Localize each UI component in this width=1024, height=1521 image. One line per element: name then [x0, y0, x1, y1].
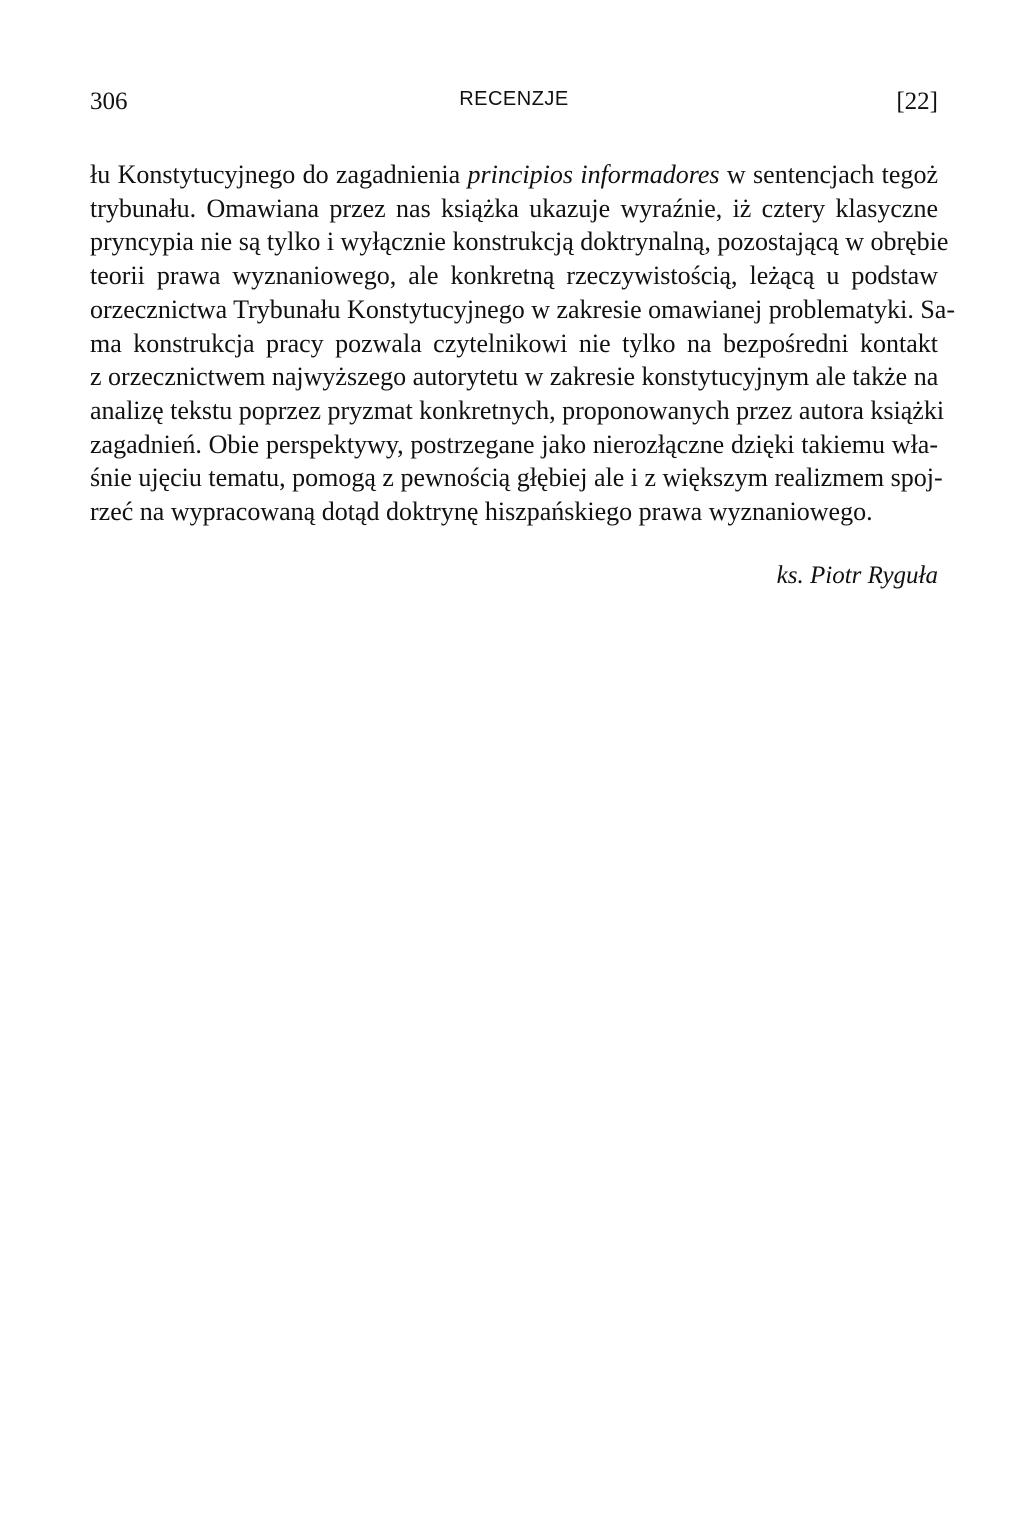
text-line: śnie ujęciu tematu, pomogą z pewnością głębiej ale i z większym realizmem spoj- — [90, 463, 943, 493]
text-line: analizę tekstu poprzez pryzmat konkretnych, proponowanych przez autora książki — [90, 395, 945, 425]
text-line: orzecznictwa Trybunału Konstytucyjnego w zakresie omawianej problematyki. Sa- — [90, 294, 955, 324]
text-line: z orzecznictwem najwyższego autorytetu w zakresie konstytucyjnym ale także na — [90, 362, 939, 392]
text-line: zagadnień. Obie perspektywy, postrzegane jako nierozłączne dzięki takiemu wła- — [90, 429, 938, 459]
text-line: pryncypia nie są tylko i wyłącznie konstrukcją doktrynalną, pozostającą w obrębie — [90, 227, 949, 257]
text-line: teorii prawa wyznaniowego, ale konkretną rzeczywistością, leżącą u podstaw — [90, 261, 938, 291]
author-signature: ks. Piotr Ryguła — [776, 561, 938, 589]
text-line: trybunału. Omawiana przez nas książka ukazuje wyraźnie, iż cztery klasyczne — [90, 193, 938, 223]
running-header — [90, 80, 938, 120]
text-segment: w sentencjach tegoż — [719, 160, 938, 189]
document-page — [90, 80, 955, 590]
issue-number: [22] — [896, 88, 938, 115]
text-line — [90, 158, 938, 192]
text-segment: łu Konstytucyjnego do zagadnienia — [90, 160, 468, 189]
italic-term: principios informadores — [467, 160, 720, 189]
text-line: rzeć na wypracowaną dotąd doktrynę hiszpańskiego prawa wyznaniowego. — [90, 497, 873, 527]
text-line: ma konstrukcja pracy pozwala czytelnikowi nie tylko na bezpośredni kontakt — [90, 328, 938, 358]
page-number: 306 — [90, 88, 128, 115]
body-paragraph — [90, 158, 955, 529]
section-title: RECENZJE — [459, 88, 569, 110]
